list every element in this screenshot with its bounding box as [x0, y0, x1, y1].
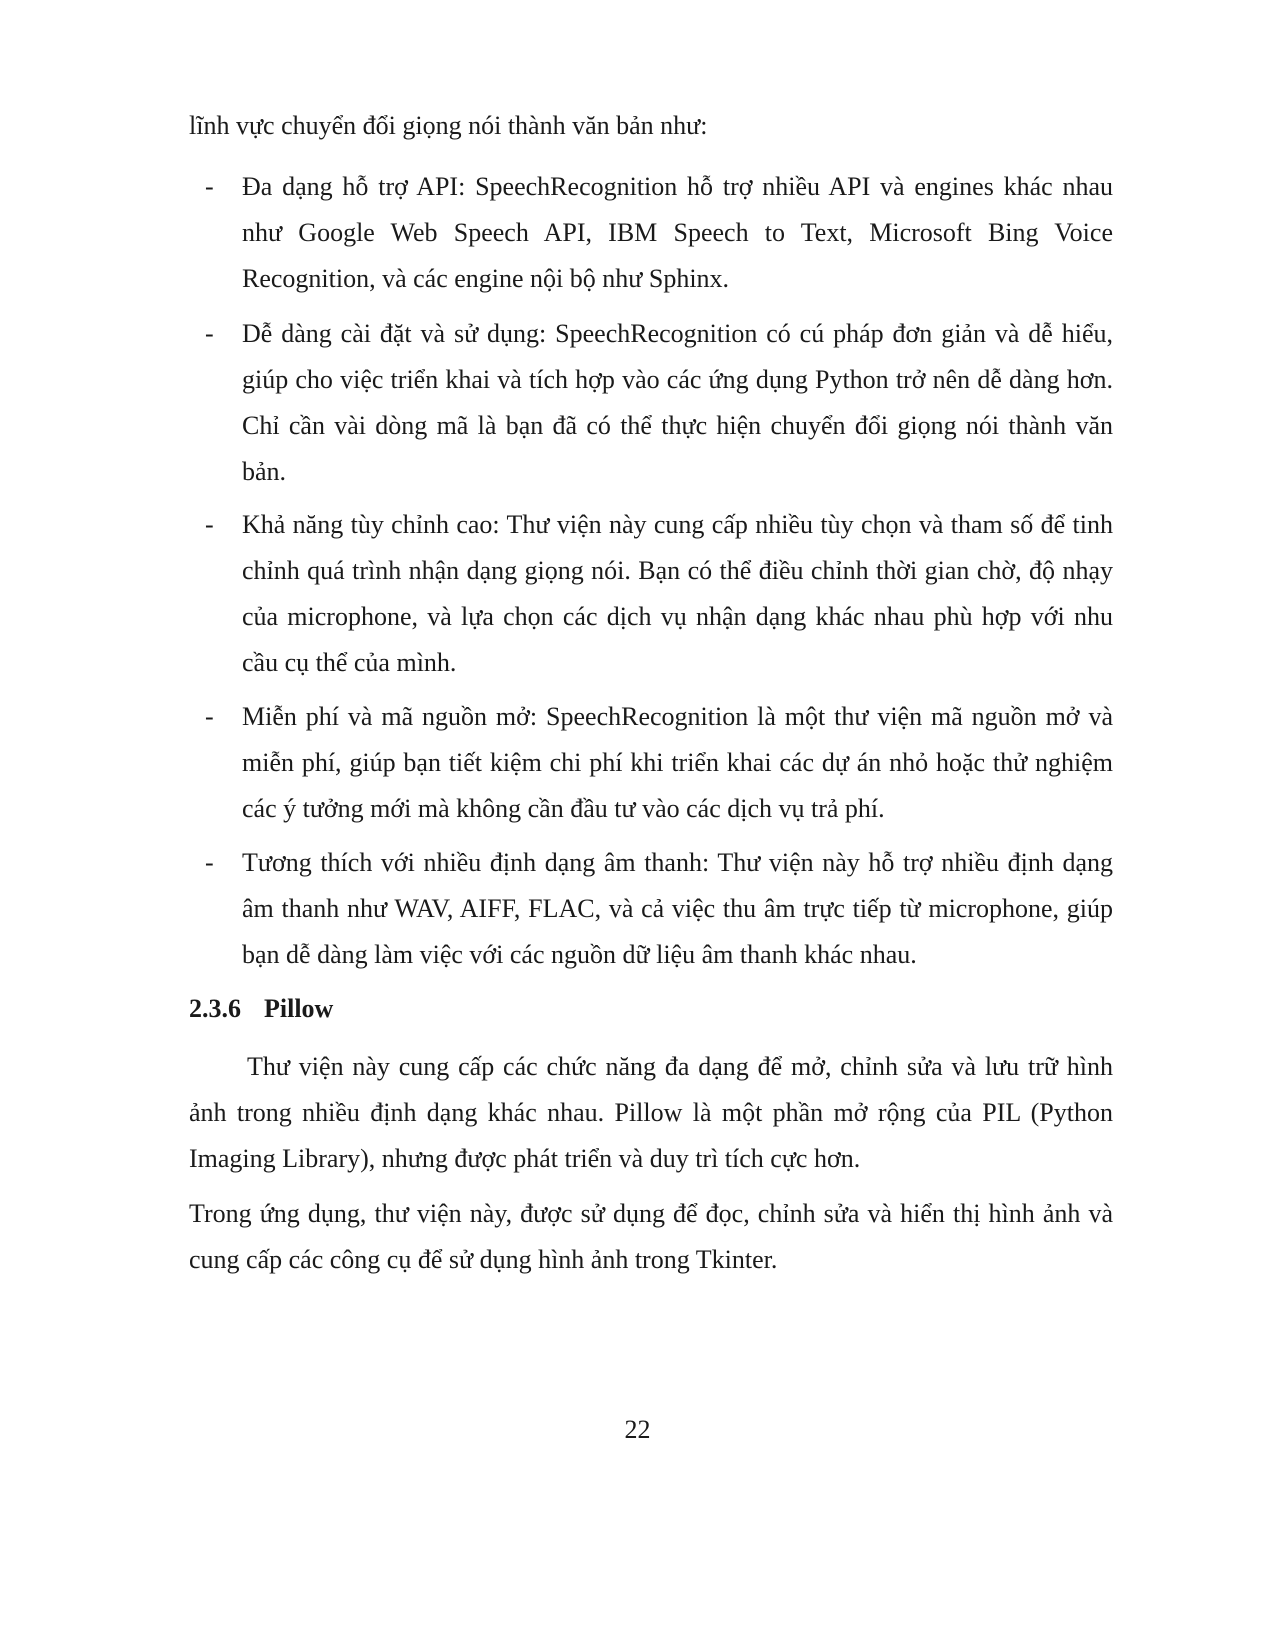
- section-heading: [189, 986, 333, 1032]
- bullet-text: Khả năng tùy chỉnh cao: Thư viện này cung cấp nhiều tùy chọn và tham số để tinh chỉnh quá trình nhận dạng giọng nói. Bạn có thể điều chỉnh thời gian chờ, độ nhạy của microphone, và lựa chọn các dịch vụ nhận dạng khác nhau phù hợp với nhu cầu cụ thể của mình.: [242, 510, 1113, 677]
- bullet-text: Miễn phí và mã nguồn mở: SpeechRecognition là một thư viện mã nguồn mở và miễn phí, giúp bạn tiết kiệm chi phí khi triển khai các dự án nhỏ hoặc thử nghiệm các ý tưởng mới mà không cần đầu tư vào các dịch vụ trả phí.: [242, 702, 1113, 823]
- bullet-text: Đa dạng hỗ trợ API: SpeechRecognition hỗ trợ nhiều API và engines khác nhau như Google Web Speech API, IBM Speech to Text, Microsoft Bing Voice Recognition, và các engine nội bộ như Sphinx.: [242, 172, 1113, 293]
- bullet-dash: -: [205, 702, 214, 731]
- bullet-item-api: [189, 164, 1113, 302]
- bullet-text: Tương thích với nhiều định dạng âm thanh: Thư viện này hỗ trợ nhiều định dạng âm thanh như WAV, AIFF, FLAC, và cả việc thu âm trực tiếp từ microphone, giúp bạn dễ dàng làm việc với các nguồn dữ liệu âm thanh khác nhau.: [242, 848, 1113, 969]
- bullet-dash: -: [205, 510, 214, 539]
- page-number: 22: [624, 1415, 651, 1444]
- paragraph-pillow-usage: Trong ứng dụng, thư viện này, được sử dụng để đọc, chỉnh sửa và hiển thị hình ảnh và cung cấp các công cụ để sử dụng hình ảnh trong Tkinter.: [189, 1199, 1113, 1274]
- bullet-item-install: [189, 311, 1113, 495]
- paragraph-pillow-intro: Thư viện này cung cấp các chức năng đa dạng để mở, chỉnh sửa và lưu trữ hình ảnh trong nhiều định dạng khác nhau. Pillow là một phần mở rộng của PIL (Python Imaging Library), nhưng được phát triển và duy trì tích cực hơn.: [189, 1052, 1113, 1173]
- bullet-dash: -: [205, 172, 214, 201]
- section-title: Pillow: [264, 994, 334, 1023]
- bullet-item-customize: [189, 502, 1113, 686]
- bullet-item-formats: [189, 840, 1113, 978]
- bullet-item-free: [189, 694, 1113, 832]
- intro-line: lĩnh vực chuyển đổi giọng nói thành văn bản như:: [189, 111, 708, 140]
- bullet-text: Dễ dàng cài đặt và sử dụng: SpeechRecognition có cú pháp đơn giản và dễ hiểu, giúp cho việc triển khai và tích hợp vào các ứng dụng Python trở nên dễ dàng hơn. Chỉ cần vài dòng mã là bạn đã có thể thực hiện chuyển đổi giọng nói thành văn bản.: [242, 319, 1113, 486]
- bullet-dash: -: [205, 848, 214, 877]
- bullet-dash: -: [205, 319, 214, 348]
- section-number: 2.3.6: [189, 994, 241, 1023]
